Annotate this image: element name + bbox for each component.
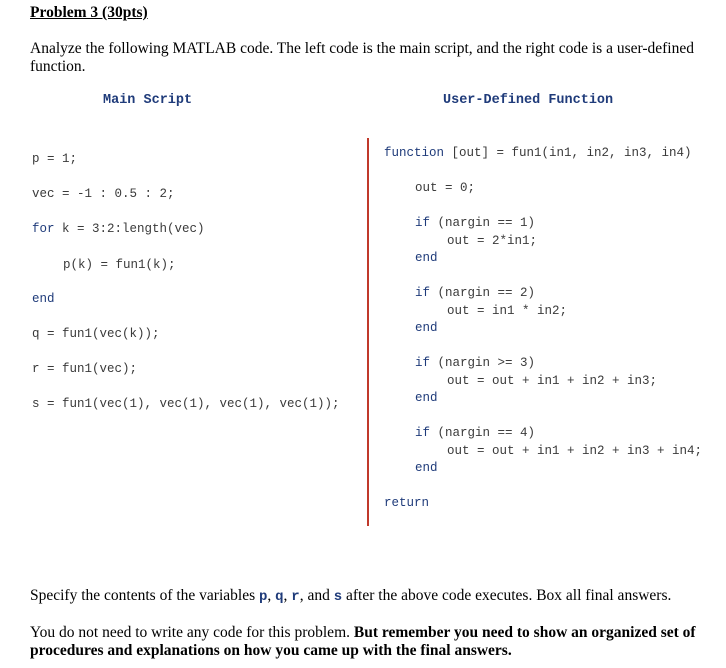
function-line: end xyxy=(415,391,438,405)
function-line: if (nargin == 2) xyxy=(415,286,536,300)
function-heading: User-Defined Function xyxy=(443,93,614,108)
function-line: out = out + in1 + in2 + in3; xyxy=(447,374,658,388)
main-script-heading: Main Script xyxy=(103,93,193,108)
function-line: function [out] = fun1(in1, in2, in3, in4) xyxy=(384,146,692,160)
function-line: out = 0; xyxy=(415,181,476,195)
main-line: r = fun1(vec); xyxy=(32,362,138,376)
procedure-note-emphasis: But remember you need to show an organized set of procedures and explanations on how you came up with the final answers. xyxy=(30,624,696,659)
function-line: if (nargin == 4) xyxy=(415,426,536,440)
function-line: out = 2*in1; xyxy=(447,234,538,248)
main-line: s = fun1(vec(1), vec(1), vec(1), vec(1)); xyxy=(32,397,340,411)
main-line: vec = -1 : 0.5 : 2; xyxy=(32,187,175,201)
var-r: r xyxy=(291,589,300,605)
problem-intro: Analyze the following MATLAB code. The left code is the main script, and the right code is a user-defined function. xyxy=(30,40,694,75)
var-s: s xyxy=(333,589,343,605)
main-line: for k = 3:2:length(vec) xyxy=(32,222,205,236)
code-divider xyxy=(367,138,369,526)
var-p: p xyxy=(258,589,268,605)
main-line: p = 1; xyxy=(32,152,78,166)
main-line: p(k) = fun1(k); xyxy=(63,258,176,272)
var-q: q xyxy=(275,589,284,605)
main-line: q = fun1(vec(k)); xyxy=(32,327,160,341)
function-line: end xyxy=(415,321,438,335)
specify-instructions: Specify the contents of the variables p, q, r, and s after the above code executes. Box all final answers. xyxy=(30,587,672,605)
function-line: end xyxy=(415,461,438,475)
function-line: if (nargin == 1) xyxy=(415,216,536,230)
function-line: end xyxy=(415,251,438,265)
problem-title: Problem 3 (30pts) xyxy=(30,4,148,21)
function-line: out = out + in1 + in2 + in3 + in4; xyxy=(447,444,703,458)
function-line: if (nargin >= 3) xyxy=(415,356,536,370)
function-line: return xyxy=(384,496,430,510)
procedure-note: You do not need to write any code for this problem. But remember you need to show an organized set of procedures and explanations on how you came up with the final answers. xyxy=(30,624,696,659)
function-line: out = in1 * in2; xyxy=(447,304,568,318)
main-line: end xyxy=(32,292,55,306)
